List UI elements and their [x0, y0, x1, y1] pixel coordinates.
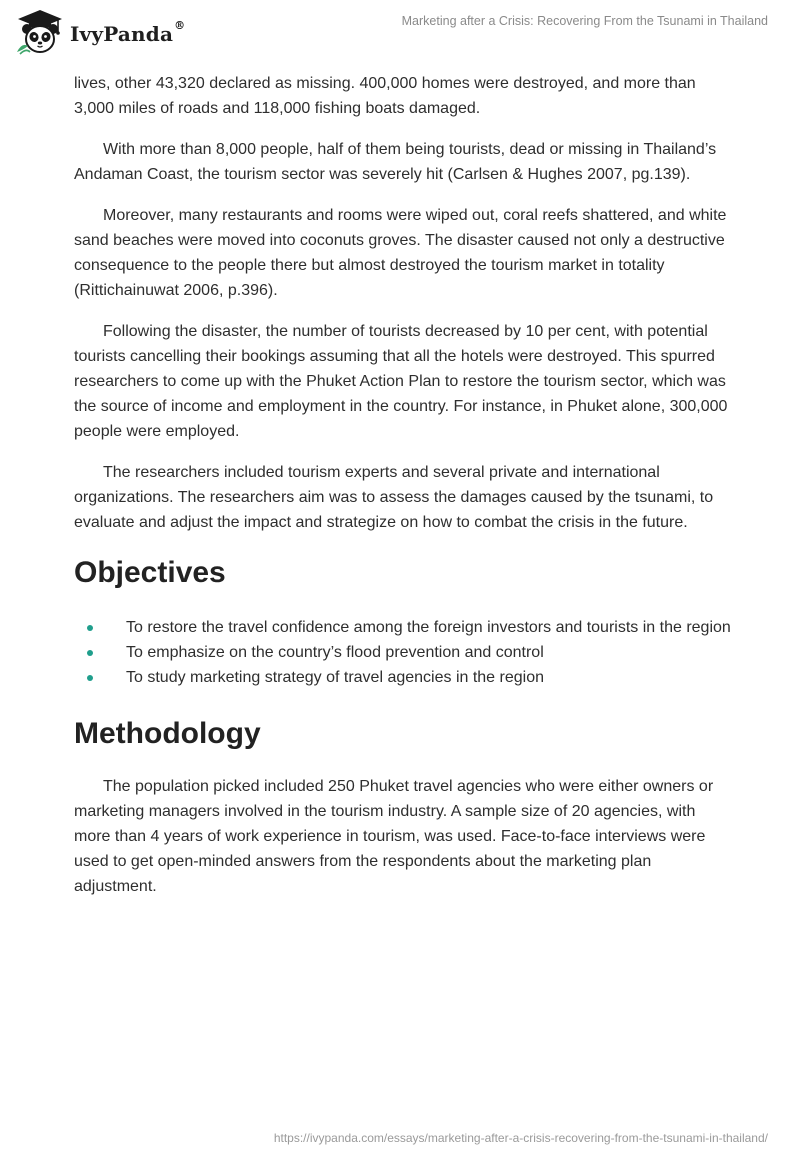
paragraph-continued: lives, other 43,320 declared as missing. 400,000 homes were destroyed, and more than 3,000 miles of roads and 118,000 fishing boats damaged. — [74, 75, 696, 117]
paragraph: Moreover, many restaurants and rooms were wiped out, coral reefs shattered, and white sand beaches were moved into coconuts groves. The disaster caused not only a destructive consequence to the people there but almost destroyed the tourism market in totality (Rittichainuwat 2006, p.396). — [74, 207, 727, 299]
list-item-text: To study marketing strategy of travel agencies in the region — [126, 669, 544, 686]
list-item-text: To emphasize on the country’s flood prevention and control — [126, 644, 544, 661]
list-item — [74, 640, 734, 665]
paragraph: With more than 8,000 people, half of them being tourists, dead or missing in Thailand’s Andaman Coast, the tourism sector was severely hit (Carlsen & Hughes 2007, pg.139). — [74, 141, 717, 183]
objectives-heading: Objectives — [74, 556, 226, 589]
essay-body — [74, 71, 734, 915]
bullet-icon — [87, 625, 93, 631]
panda-graduate-icon — [14, 8, 66, 56]
list-item-text: To restore the travel confidence among the foreign investors and tourists in the region — [126, 619, 731, 636]
logo-wordmark — [70, 19, 186, 46]
logo-text: IvyPanda — [70, 22, 174, 46]
document-title: Marketing after a Crisis: Recovering From the Tsunami in Thailand — [401, 14, 768, 28]
methodology-heading: Methodology — [74, 717, 261, 750]
paragraph: The population picked included 250 Phuket travel agencies who were either owners or marketing managers involved in the tourism industry. A sample size of 20 agencies, with more than 4 years of work experience in tourism, was used. Face-to-face interviews were used to get open-minded answers from the respondents about the marketing plan adjustment. — [74, 778, 714, 895]
ivypanda-logo[interactable] — [14, 8, 185, 56]
list-item — [74, 665, 734, 690]
registered-mark: ® — [174, 19, 186, 32]
bullet-icon — [87, 650, 93, 656]
source-url-link[interactable]: https://ivypanda.com/essays/marketing-after-a-crisis-recovering-from-the-tsunami-in-thailand/ — [273, 1131, 768, 1145]
list-item — [74, 615, 734, 640]
objectives-list — [74, 615, 734, 690]
paragraph: Following the disaster, the number of tourists decreased by 10 per cent, with potential tourists cancelling their bookings assuming that all the hotels were destroyed. This spurred researchers to come up with the Phuket Action Plan to restore the tourism sector, which was the source of income and employment in the country. For instance, in Phuket alone, 300,000 people were employed. — [74, 323, 728, 440]
bullet-icon — [87, 675, 93, 681]
page-header — [0, 0, 800, 70]
paragraph: The researchers included tourism experts and several private and international organizations. The researchers aim was to assess the damages caused by the tsunami, to evaluate and adjust the impact and strategize on how to combat the crisis in the future. — [74, 464, 714, 531]
